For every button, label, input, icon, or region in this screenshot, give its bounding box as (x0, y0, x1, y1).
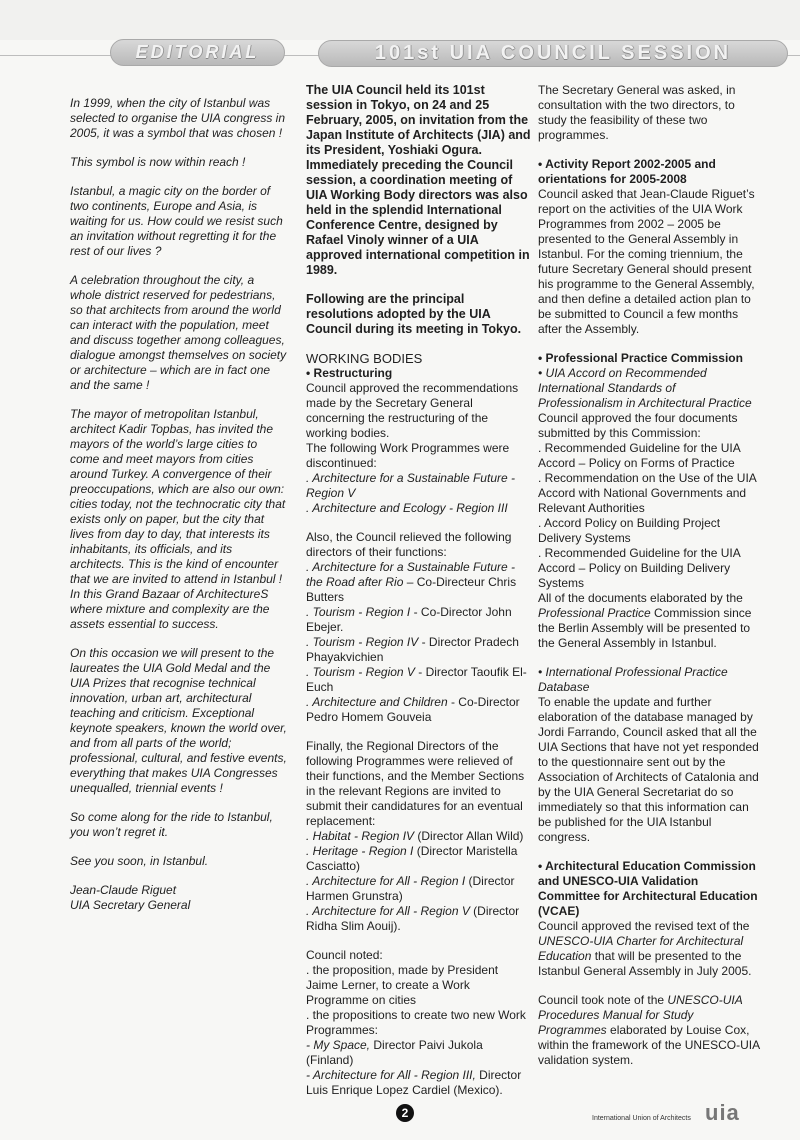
programme-name: . Tourism - Region IV (306, 635, 419, 649)
director-name: Director Paivi Jukola (Finland) (306, 1038, 483, 1067)
council-column (306, 83, 532, 1098)
relieved-item (306, 560, 532, 605)
director-name: (Director Harmen Grunstra) (306, 874, 515, 903)
ppc-approved-text: Council approved the four documents submitted by this Commission: (538, 411, 738, 440)
editorial-paragraph: A celebration throughout the city, a whole district reserved for pedestrians, so that architects from around the world can interact with the population, meet and discuss together among colleagues, dialogue amongst themselves on society or architecture – which are in fact one and the same ! (70, 273, 287, 392)
charter-text (538, 919, 760, 979)
ppc-document: . Recommended Guideline for the UIA Accord – Policy on Forms of Practice (538, 441, 741, 470)
resolutions-intro: Following are the principal resolutions adopted by the UIA Council during its meeting in Tokyo. (306, 292, 522, 336)
noted-intro: Council noted: (306, 948, 383, 962)
restructuring-heading: • Restructuring (306, 366, 393, 380)
database-text: To enable the update and further elaboration of the database managed by Jordi Farrando, Council asked that all the UIA Sections that have not yet responded to the questionnaire sent out by the Association of Architects of Catalonia and by the UIA General Secretariat do so immediately so that this information can be published for the UIA Istanbul congress. (538, 695, 759, 844)
editorial-paragraph: See you soon, in Istanbul. (70, 854, 209, 868)
regional-item (306, 874, 532, 904)
programme-name: . Architecture and Children (306, 695, 448, 709)
editorial-paragraph: In 1999, when the city of Istanbul was selected to organise the UIA congress in 2005, it was a symbol that was chosen ! (70, 96, 286, 140)
editorial-paragraph: The mayor of metropolitan Istanbul, architect Kadir Topbas, has invited the mayors of the world’s large cities to come and meet mayors from cities around Turkey. A convergence of their preoccupations, which are also our own: cities today, not the technocratic city that exists only on paper, but the city that lives from day to day, that interests its inhabitants, its officials, and its architects. This is the kind of encounter that we are invited to attend in Istanbul ! In this Grand Bazaar of ArchitectureS where mixture and complexity are the assets essential to success. (70, 407, 286, 631)
discontinued-intro: The following Work Programmes were discontinued: (306, 441, 510, 470)
uia-logo: uia (705, 1100, 740, 1125)
text-segment: elaborated by Louise Cox, within the framework of the UNESCO-UIA validation system. (538, 1023, 760, 1067)
director-name: - Co-Director Pedro Homem Gouveia (306, 695, 520, 724)
regional-item (306, 844, 532, 874)
signature-title: UIA Secretary General (70, 898, 191, 912)
text-segment: Council took note of the (538, 993, 668, 1007)
header-rule-left (0, 55, 112, 56)
ppc-document: . Accord Policy on Building Project Delivery Systems (538, 516, 721, 545)
new-programme (306, 1068, 532, 1098)
new-programme (306, 1038, 532, 1068)
programme-name: . Architecture for a Sustainable Future - the Road after Rio (306, 560, 515, 589)
editorial-banner: EDITORIAL (110, 39, 285, 66)
discontinued-item: . Architecture for a Sustainable Future - Region V (306, 471, 515, 500)
regional-item (306, 904, 532, 934)
text-segment: All of the documents elaborated by the (538, 591, 743, 605)
programme-name: - Architecture for All - Region III, (306, 1068, 476, 1082)
working-bodies-heading: WORKING BODIES (306, 351, 423, 366)
header-rule-mid (284, 55, 320, 56)
activity-report-text: Council asked that Jean-Claude Riguet’s report on the activities of the UIA Work Programmes from 2002 – 2005 be presented to the General Assembly in Istanbul. For the coming triennium, the future Secretary General should present his programme to the General Assembly, and then define a detailed action plan to be submitted to Council a few months after the Assembly. (538, 187, 755, 336)
restructuring-text: Council approved the recommendations made by the Secretary General concerning the restructuring of the working bodies. (306, 381, 519, 440)
programme-name: - My Space, (306, 1038, 371, 1052)
editorial-paragraph: On this occasion we will present to the laureates the UIA Gold Medal and the UIA Prizes that recognise technical innovation, urban art, architectural teaching and criticism. Exceptional keynote speakers, known the world over, and from all parts of the world; professional, cultural, and festive events, everything that makes UIA Congresses unequalled, triennial events ! (70, 646, 287, 795)
text-segment: Commission since the Berlin Assembly will be presented to the General Assembly in Istanbul. (538, 606, 752, 650)
top-strip (0, 0, 800, 40)
editorial-paragraph: So come along for the ride to Istanbul, you won’t regret it. (70, 810, 273, 839)
programme-name: . Heritage - Region I (306, 844, 414, 858)
relieved-item (306, 605, 532, 635)
header-rule-right (786, 55, 800, 56)
activity-report-heading: • Activity Report 2002-2005 and orientations for 2005-2008 (538, 157, 716, 186)
text-segment-italic: Professional Practice (538, 606, 651, 620)
director-name: - Director Pradech Phayakvichien (306, 635, 519, 664)
director-name: - Co-Director John Ebejer. (306, 605, 512, 634)
right-column (538, 83, 760, 1082)
text-segment: Council approved the revised text of the (538, 919, 750, 933)
director-name: (Director Ridha Slim Aouij). (306, 904, 520, 933)
procedures-manual-text (538, 993, 760, 1068)
ppc-all-documents (538, 591, 760, 651)
noted-item: . the propositions to create two new Work Programmes: (306, 1008, 526, 1037)
uia-accord-subheading: • UIA Accord on Recommended International Standards of Professionalism in Architectural Practice (538, 366, 752, 410)
regional-intro: Finally, the Regional Directors of the following Programmes were relieved of their functions, and the Member Sections in the relevant Regions are invited to submit their candidatures for an eventual replacement: (306, 739, 525, 828)
director-name: – Co-Directeur Chris Butters (306, 575, 517, 604)
editorial-paragraph: Istanbul, a magic city on the border of two continents, Europe and Asia, is waiting for us. How could we resist such an invitation without regretting it for the rest of our lives ? (70, 184, 283, 258)
programme-name: . Habitat - Region IV (306, 829, 415, 843)
footer-organisation: International Union of Architects (592, 1115, 691, 1122)
ppc-document: . Recommended Guideline for the UIA Accord – Policy on Building Delivery Systems (538, 546, 741, 590)
programme-name: . Tourism - Region V (306, 665, 415, 679)
relieved-intro: Also, the Council relieved the following directors of their functions: (306, 530, 512, 559)
education-commission-heading: • Architectural Education Commission and UNESCO-UIA Validation Committee for Architectural Education (VCAE) (538, 859, 758, 918)
database-heading: • International Professional Practice Database (538, 665, 728, 694)
programme-name: . Tourism - Region I (306, 605, 411, 619)
director-name: Director Luis Enrique Lopez Cardiel (Mexico). (306, 1068, 522, 1097)
programme-name: . Architecture for All - Region V (306, 904, 470, 918)
text-segment-italic: UNESCO-UIA Procedures Manual for Study Programmes (538, 993, 743, 1037)
text-segment-italic: UNESCO-UIA Charter for Architectural Education (538, 934, 744, 963)
relieved-item (306, 635, 532, 665)
feasibility-text: The Secretary General was asked, in consultation with the two directors, to study the feasibility of these two programmes. (538, 83, 736, 142)
professional-practice-heading: • Professional Practice Commission (538, 351, 743, 365)
noted-item: . the proposition, made by President Jaime Lerner, to create a Work Programme on cities (306, 963, 499, 1007)
director-name: (Director Maristella Casciatto) (306, 844, 518, 873)
ppc-document: . Recommendation on the Use of the UIA Accord with National Governments and Relevant Authorities (538, 471, 757, 515)
signature-name: Jean-Claude Riguet (70, 883, 177, 897)
council-session-banner: 101st UIA COUNCIL SESSION (318, 40, 788, 67)
text-segment: that will be presented to the Istanbul General Assembly in July 2005. (538, 949, 752, 978)
page-number: 2 (396, 1104, 414, 1122)
relieved-item (306, 665, 532, 695)
signature (70, 883, 288, 913)
editorial-paragraph: This symbol is now within reach ! (70, 155, 246, 169)
relieved-item (306, 695, 532, 725)
discontinued-item: . Architecture and Ecology - Region III (306, 501, 508, 515)
director-name: - Director Taoufik El-Euch (306, 665, 527, 694)
programme-name: . Architecture for All - Region I (306, 874, 466, 888)
council-intro: The UIA Council held its 101st session in Tokyo, on 24 and 25 February, 2005, on invitation from the Japan Institute of Architects (JIA) and its President, Yoshiaki Ogura. Immediately preceding the Council session, a coordination meeting of UIA Working Body directors was also held in the splendid International Conference Centre, designed by Rafael Vinoly winner of a UIA approved international competition in 1989. (306, 83, 531, 277)
editorial-column (70, 96, 288, 927)
regional-item (306, 829, 532, 844)
director-name: (Director Allan Wild) (414, 829, 524, 843)
